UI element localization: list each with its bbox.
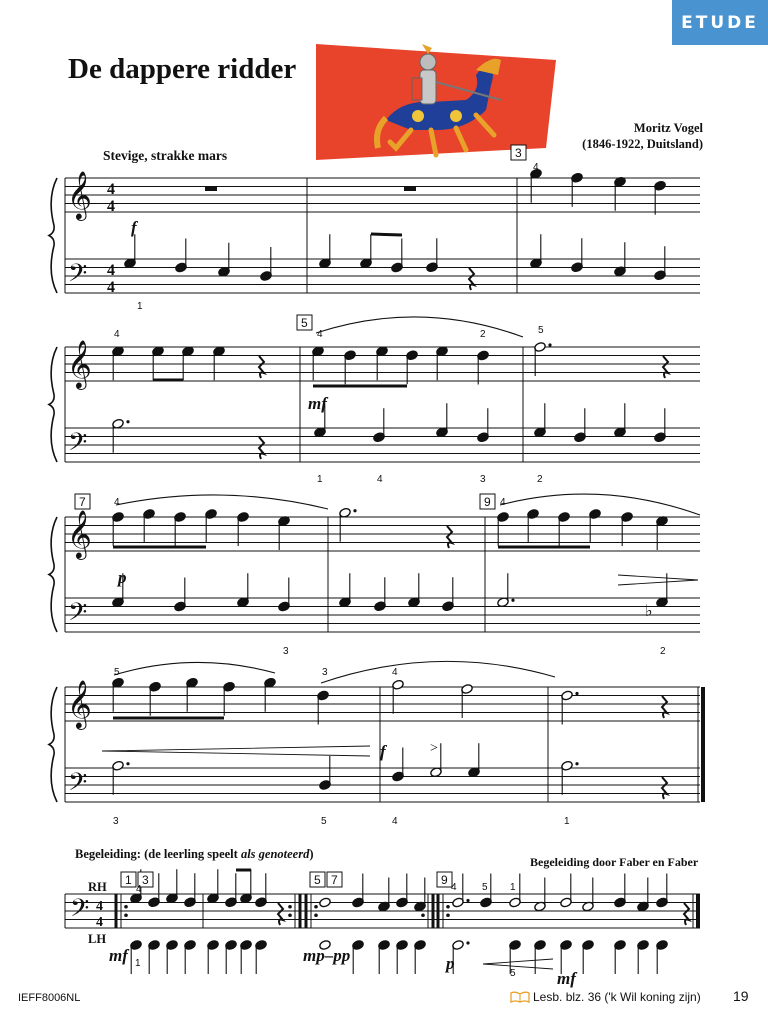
bass-clef: 𝄢 — [70, 894, 90, 929]
fingering-number: 4 — [500, 497, 506, 508]
augmentation-dot — [353, 509, 356, 512]
dynamic-marking: mp–pp — [303, 946, 351, 965]
fingering-number: 3 — [322, 667, 328, 678]
quarter-rest — [259, 437, 264, 459]
measure-number: 9 — [484, 495, 491, 509]
quarter-rest — [447, 526, 452, 548]
fingering-number: 2 — [537, 474, 543, 485]
dynamic-marking: p — [118, 568, 127, 587]
slur — [321, 661, 555, 683]
augmentation-dot — [548, 343, 551, 346]
accompaniment-caption-end: ) — [309, 847, 314, 861]
crescendo-hairpin — [102, 746, 370, 756]
measure-number: 7 — [79, 495, 86, 509]
fingering-number: 4 — [317, 329, 323, 340]
repeat-dot — [446, 905, 450, 909]
fingering-number: 4 — [451, 882, 457, 893]
repeat-dot — [288, 913, 292, 917]
quarter-rest — [469, 268, 474, 290]
bass-clef: 𝄢 — [68, 768, 88, 803]
time-signature-bottom: 4 — [96, 915, 103, 930]
fingering-number: 3 — [113, 816, 119, 827]
treble-clef: 𝄞 — [67, 509, 92, 558]
fingering-number: 5 — [321, 816, 327, 827]
slur — [116, 495, 328, 509]
quarter-rest — [662, 696, 667, 718]
fingering-number: 1 — [510, 882, 516, 893]
fingering-number: 4 — [392, 816, 398, 827]
slur — [114, 662, 275, 675]
repeat-dot — [314, 913, 318, 917]
fingering-number: 1 — [135, 958, 141, 969]
fingering-number: 5 — [114, 667, 120, 678]
system-brace — [49, 517, 57, 632]
whole-rest — [205, 187, 217, 192]
fingering-number: 5 — [482, 882, 488, 893]
accent-mark: > — [430, 741, 438, 756]
accompaniment-caption-italic: als genoteerd — [240, 847, 310, 861]
system-brace — [49, 347, 57, 462]
repeat-dot — [124, 905, 128, 909]
augmentation-dot — [466, 941, 469, 944]
bass-clef: 𝄢 — [68, 428, 88, 463]
measure-number: 5 — [301, 316, 308, 330]
lesson-book-reference — [510, 990, 701, 1004]
repeat-dot — [124, 913, 128, 917]
time-signature-top: 4 — [107, 181, 115, 198]
repeat-dot — [288, 905, 292, 909]
measure-number: 1 — [125, 873, 132, 887]
treble-clef: 𝄞 — [67, 170, 92, 219]
repeat-dot — [314, 905, 318, 909]
fingering-number: 5 — [510, 968, 516, 979]
accompaniment-caption — [75, 847, 314, 862]
system-brace — [49, 687, 57, 802]
system-brace — [49, 178, 57, 293]
dynamic-marking: mf — [557, 969, 576, 988]
composer-dates: (1846-1922, Duitsland) — [582, 137, 703, 151]
decrescendo-hairpin — [618, 575, 698, 585]
arranger-credit: Begeleiding door Faber en Faber — [530, 855, 699, 869]
piece-title: De dappere ridder — [68, 53, 297, 85]
etude-section-tab: ETUDE — [672, 0, 768, 45]
augmentation-dot — [466, 899, 469, 902]
fingering-number: 3 — [283, 646, 289, 657]
dynamic-marking: mf — [308, 394, 327, 413]
measure-number: 5 — [314, 873, 321, 887]
measure-number: 3 — [515, 146, 522, 160]
accompaniment-caption-text: Begeleiding: (de leerling speelt — [75, 847, 238, 861]
measure-number: 9 — [441, 873, 448, 887]
flat-accidental: ♭ — [645, 603, 653, 620]
time-signature-top: 4 — [96, 899, 103, 914]
whole-rest — [404, 187, 416, 192]
treble-clef: 𝄞 — [67, 679, 92, 728]
open-book-icon — [510, 991, 530, 1003]
time-signature-top: 4 — [107, 262, 115, 279]
repeat-dot — [446, 913, 450, 917]
quarter-rest — [662, 777, 667, 799]
fingering-number: 4 — [392, 667, 398, 678]
fingering-number: 5 — [538, 325, 544, 336]
fingering-number: 4 — [114, 329, 120, 340]
note-head — [319, 897, 332, 908]
fingering-number: 1 — [137, 301, 143, 312]
catalog-code: IEFF8006NL — [18, 992, 81, 1004]
fingering-number: 2 — [660, 646, 666, 657]
augmentation-dot — [511, 599, 514, 602]
fingering-number: 1 — [317, 474, 323, 485]
page-number: 19 — [733, 988, 749, 1004]
crescendo-hairpin — [483, 959, 553, 969]
lesson-book-reference-text: Lesb. blz. 36 ('k Wil koning zijn) — [533, 990, 701, 1004]
treble-clef: 𝄞 — [67, 339, 92, 388]
augmentation-dot — [126, 420, 129, 423]
quarter-rest — [259, 356, 264, 378]
note-beam — [371, 234, 402, 235]
fingering-number: 4 — [136, 884, 142, 895]
repeat-dot — [421, 913, 425, 917]
fingering-number: 4 — [533, 162, 539, 173]
dynamic-marking: p — [446, 954, 455, 973]
fingering-number: 1 — [564, 816, 570, 827]
slur — [316, 317, 523, 337]
time-signature-bottom: 4 — [107, 279, 115, 296]
quarter-rest — [278, 903, 283, 925]
quarter-rest — [684, 903, 689, 925]
augmentation-dot — [575, 692, 578, 695]
bass-clef: 𝄢 — [68, 259, 88, 294]
fingering-number: 2 — [480, 329, 486, 340]
augmentation-dot — [575, 762, 578, 765]
left-hand-label: LH — [88, 932, 107, 946]
right-hand-label: RH — [88, 880, 107, 894]
measure-number: 3 — [142, 873, 149, 887]
tempo-marking: Stevige, strakke mars — [103, 148, 228, 163]
time-signature-bottom: 4 — [107, 198, 115, 215]
dynamic-marking: mf — [109, 946, 128, 965]
fingering-number: 4 — [114, 497, 120, 508]
quarter-rest — [663, 356, 668, 378]
fingering-number: 4 — [377, 474, 383, 485]
augmentation-dot — [126, 762, 129, 765]
bass-clef: 𝄢 — [68, 598, 88, 633]
composer-name: Moritz Vogel — [633, 121, 703, 135]
fingering-number: 3 — [480, 474, 486, 485]
dynamic-marking: f — [131, 218, 137, 237]
dynamic-marking: f — [380, 742, 386, 761]
measure-number: 7 — [331, 873, 338, 887]
